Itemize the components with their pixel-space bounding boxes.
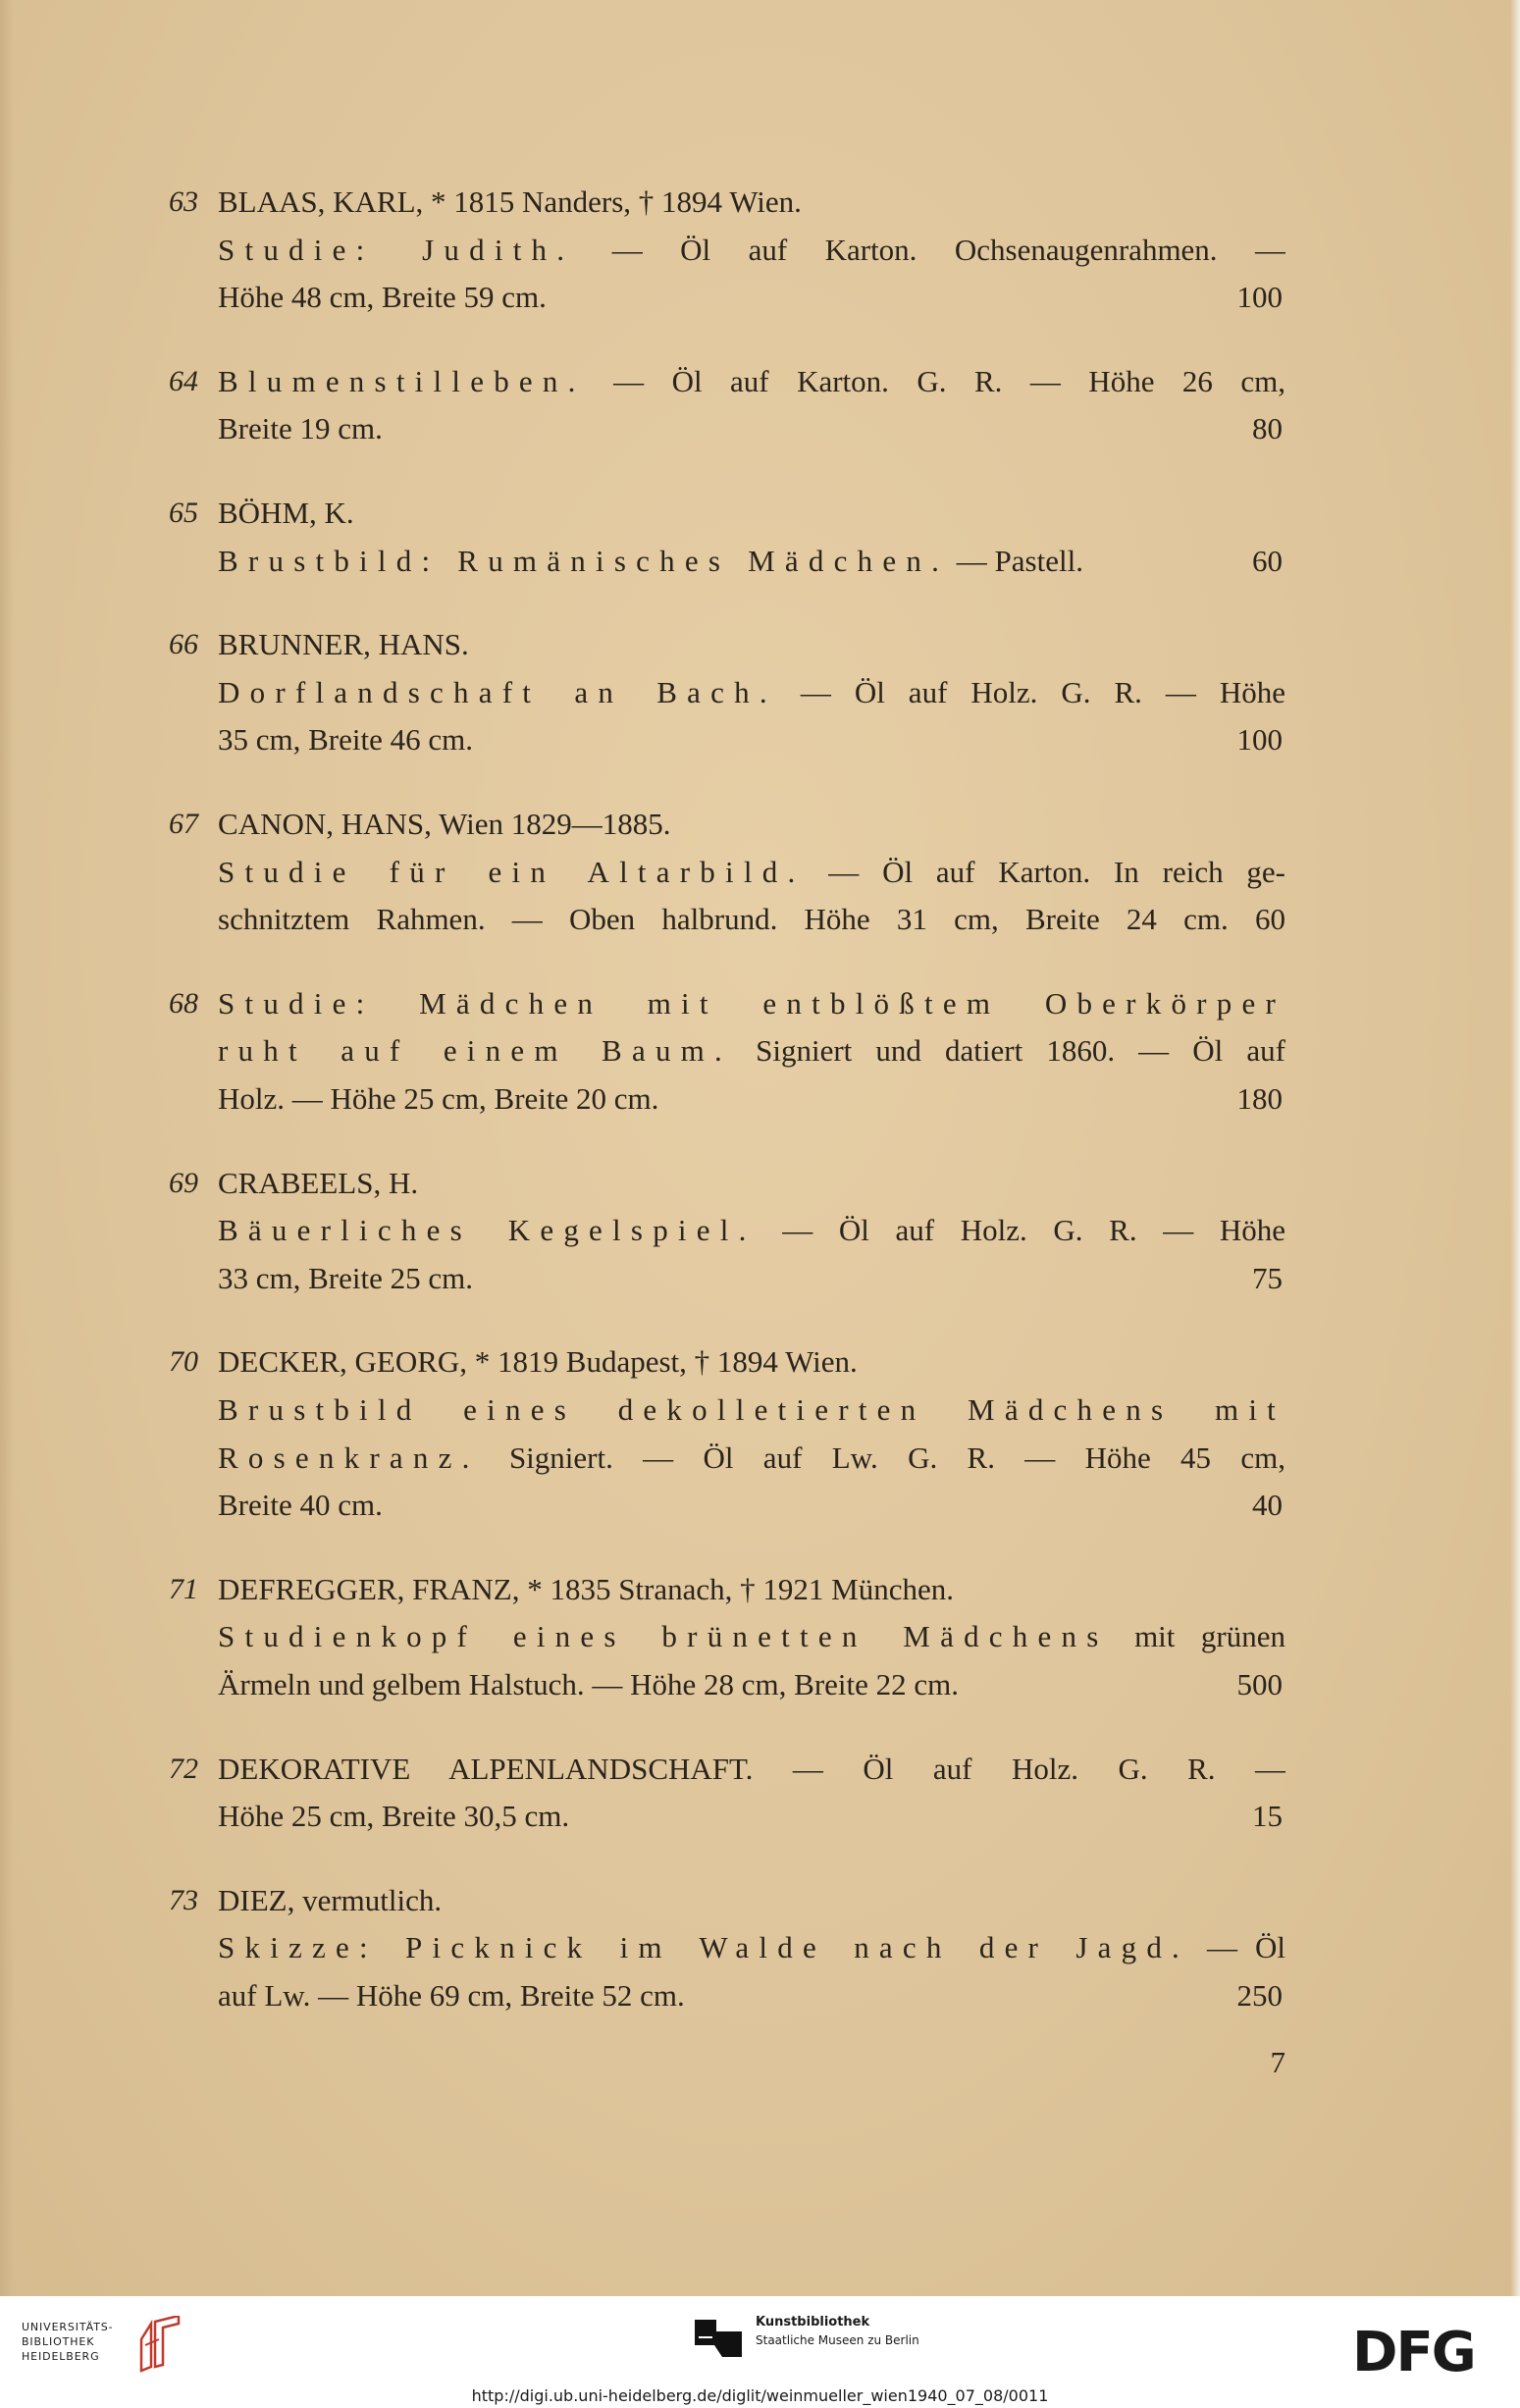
- entry-line: [218, 1207, 1285, 1254]
- entry-line: [218, 1482, 1285, 1529]
- ub-line-1: UNIVERSITÄTS-: [22, 2321, 114, 2333]
- entry-line: [218, 538, 1285, 585]
- entry-line: [218, 1877, 1285, 1924]
- page-shadow-left: [0, 0, 14, 2296]
- artwork-title: Dorflandschaft an Bach.: [218, 674, 777, 709]
- artwork-title: Blumenstilleben.: [218, 363, 586, 398]
- entry-line: [218, 1613, 1285, 1660]
- artwork-title: Studie für ein Altarbild.: [218, 854, 806, 889]
- kunstbibliothek-subtitle: Staatliche Museen zu Berlin: [756, 2333, 919, 2347]
- entry-text: — Öl auf Holz. G. R. — Höhe: [756, 1213, 1285, 1248]
- lot-number: 63: [169, 185, 198, 218]
- lot-number: 66: [169, 628, 198, 661]
- entry-line: [218, 227, 1285, 274]
- entry-line: [218, 1746, 1285, 1793]
- entry-line: [218, 1255, 1285, 1302]
- entry-text: CANON, HANS, Wien 1829—1885.: [218, 807, 671, 841]
- artwork-title: Brustbild: Rumänisches Mädchen.: [218, 543, 950, 578]
- entry-text: — Öl auf Holz. G. R. — Höhe: [776, 674, 1285, 709]
- entry-line: [218, 1661, 1285, 1708]
- entry-line: [218, 1924, 1285, 1971]
- entry-line: [218, 274, 1285, 321]
- lot-number: 68: [169, 986, 198, 1020]
- artwork-title: Brustbild eines dekolletierten Mädchens mit: [218, 1391, 1285, 1427]
- entry-text: DIEZ, vermutlich.: [218, 1882, 443, 1917]
- lot-price: 40: [1252, 1488, 1283, 1523]
- entry-text: Breite 40 cm.: [218, 1488, 383, 1523]
- entry-line: [218, 716, 1285, 763]
- kunstbibliothek-emblem-icon: [695, 2314, 742, 2357]
- entry-text: BRUNNER, HANS.: [218, 627, 469, 662]
- ub-line-2: BIBLIOTHEK: [22, 2335, 95, 2348]
- entry-text: DECKER, GEORG, * 1819 Budapest, † 1894 Wien.: [218, 1344, 858, 1380]
- footer: [0, 2296, 1520, 2408]
- lot-price: 100: [1236, 722, 1283, 758]
- entry-text: DEFREGGER, FRANZ, * 1835 Stranach, † 1921 München.: [218, 1571, 954, 1606]
- entry-line: [218, 1435, 1285, 1482]
- lot-price: 100: [1236, 280, 1283, 315]
- entry-line: [218, 358, 1285, 405]
- entry-line: [218, 405, 1285, 452]
- entry-line: [218, 1566, 1285, 1613]
- entry-text: — Pastell.: [949, 543, 1083, 578]
- entry-line: [218, 490, 1285, 537]
- artwork-title: Bäuerliches Kegelspiel.: [218, 1213, 757, 1248]
- entry-line: [218, 1027, 1285, 1074]
- ub-emblem-icon: [137, 2316, 200, 2373]
- entry-line: [218, 1387, 1285, 1434]
- entry-line: [218, 1972, 1285, 2019]
- lot-price: 500: [1236, 1666, 1283, 1701]
- source-url[interactable]: http://digi.ub.uni-heidelberg.de/diglit/weinmueller_wien1940_07_08/0011: [471, 2386, 1049, 2405]
- entry-line: [218, 669, 1285, 716]
- ub-logo-text: [22, 2320, 139, 2364]
- artwork-title: Studienkopf eines brünetten Mädchens: [218, 1619, 1109, 1654]
- entry-text: BÖHM, K.: [218, 496, 354, 530]
- ub-line-3: HEIDELBERG: [22, 2350, 100, 2363]
- entry-line: [218, 801, 1285, 848]
- lot-number: 65: [169, 497, 198, 529]
- artwork-title: Studie: Judith.: [218, 232, 575, 267]
- entry-text: Breite 19 cm.: [218, 411, 383, 446]
- lot-price: 60: [1252, 543, 1283, 578]
- entry-line: [218, 1160, 1285, 1207]
- entry-text: Höhe 25 cm, Breite 30,5 cm.: [218, 1799, 570, 1834]
- lot-price: 80: [1252, 411, 1283, 446]
- entry-line: [218, 621, 1285, 668]
- artwork-title: ruht auf einem Baum.: [218, 1033, 733, 1069]
- lot-number: 69: [169, 1166, 198, 1199]
- lot-number: 72: [169, 1752, 198, 1785]
- entry-text: 33 cm, Breite 25 cm.: [218, 1260, 473, 1295]
- kunstbibliothek-text: [756, 2314, 919, 2349]
- lot-number: 67: [169, 808, 198, 840]
- dfg-logo[interactable]: DFG: [1352, 2321, 1475, 2384]
- entry-text: Ärmeln und gelbem Halstuch. — Höhe 28 cm, Breite 22 cm.: [218, 1666, 960, 1701]
- page-number: 7: [1270, 2045, 1285, 2079]
- entry-text: Höhe 48 cm, Breite 59 cm.: [218, 280, 547, 315]
- entry-text: BLAAS, KARL, * 1815 Nanders, † 1894 Wien.: [218, 184, 802, 219]
- lot-number: 70: [169, 1345, 198, 1379]
- kunstbibliothek-logo[interactable]: [695, 2314, 919, 2357]
- entry-text: Signiert und datiert 1860. — Öl auf: [732, 1033, 1285, 1069]
- entry-text: DEKORATIVE ALPENLANDSCHAFT. — Öl auf Holz. G. R. —: [218, 1751, 1285, 1786]
- entry-line: [218, 849, 1285, 896]
- lot-number: 71: [169, 1572, 198, 1605]
- entry-text: — Öl: [1189, 1930, 1285, 1965]
- entry-text: auf Lw. — Höhe 69 cm, Breite 52 cm.: [218, 1977, 685, 2013]
- entry-text: — Öl auf Karton. G. R. — Höhe 26 cm,: [585, 363, 1285, 398]
- lot-price: 180: [1236, 1080, 1283, 1116]
- entry-line: [218, 1338, 1285, 1386]
- lot-number: 64: [169, 364, 198, 397]
- entry-line: [218, 980, 1285, 1027]
- entry-text: Holz. — Höhe 25 cm, Breite 20 cm.: [218, 1080, 659, 1116]
- artwork-title: Skizze: Picknick im Walde nach der Jagd.: [218, 1930, 1190, 1965]
- entry-text: Signiert. — Öl auf Lw. G. R. — Höhe 45 cm,: [479, 1440, 1285, 1475]
- entry-line: [218, 179, 1285, 226]
- lot-number: 73: [169, 1883, 198, 1916]
- entry-line: [218, 1075, 1285, 1123]
- entry-text: CRABEELS, H.: [218, 1165, 419, 1200]
- artwork-title: Rosenkranz.: [218, 1440, 480, 1475]
- page-edge-right: [1510, 0, 1520, 2296]
- lot-price: 15: [1252, 1799, 1283, 1834]
- entry-text: — Öl auf Karton. Ochsenaugenrahmen. —: [574, 232, 1285, 267]
- entry-line: [218, 896, 1285, 943]
- entry-text: 35 cm, Breite 46 cm.: [218, 722, 473, 758]
- kunstbibliothek-title: Kunstbibliothek: [756, 2315, 870, 2329]
- entry-line: [218, 1793, 1285, 1840]
- lot-price: 75: [1252, 1260, 1283, 1295]
- entry-text: schnitztem Rahmen. — Oben halbrund. Höhe 31 cm, Breite 24 cm. 60: [218, 902, 1285, 937]
- entry-text: — Öl auf Karton. In reich ge-: [805, 854, 1285, 889]
- entry-text: mit grünen: [1108, 1619, 1285, 1654]
- ub-heidelberg-logo[interactable]: [22, 2320, 139, 2364]
- artwork-title: Studie: Mädchen mit entblößtem Oberkörper: [218, 985, 1285, 1021]
- lot-price: 250: [1236, 1977, 1283, 2013]
